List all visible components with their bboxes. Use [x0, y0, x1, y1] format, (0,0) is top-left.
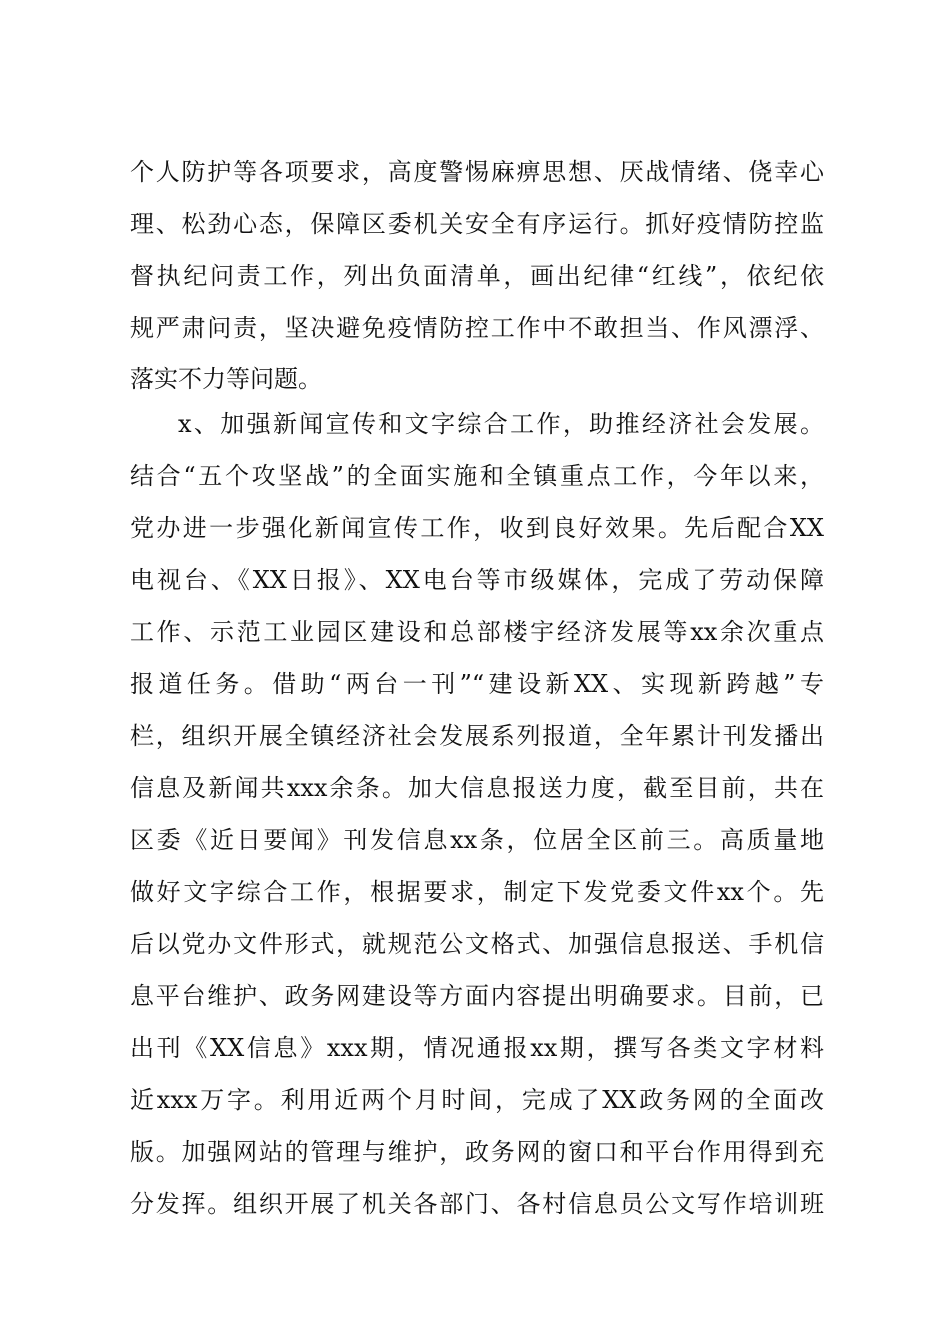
text-line-1: 个人防护等各项要求，高度警惕麻痹思想、厌战情绪、侥幸心: [130, 158, 824, 186]
text-line-16: 后以党办文件形式，就规范公文格式、加强信息报送、手机信: [130, 930, 824, 958]
text-line-18: 出刊《XX信息》xxx期，情况通报xx期，撰写各类文字材料: [130, 1034, 824, 1062]
text-line-8: 党办进一步强化新闻宣传工作，收到良好效果。先后配合XX: [130, 514, 824, 542]
text-line-19: 近xxx万字。利用近两个月时间，完成了XX政务网的全面改: [130, 1086, 824, 1114]
text-line-11: 报道任务。借助“两台一刊”“建设新XX、实现新跨越”专: [130, 670, 824, 698]
text-line-14: 区委《近日要闻》刊发信息xx条，位居全区前三。高质量地: [130, 826, 824, 854]
text-line-12: 栏，组织开展全镇经济社会发展系列报道，全年累计刊发播出: [130, 722, 824, 750]
text-line-4: 规严肃问责，坚决避免疫情防控工作中不敢担当、作风漂浮、: [130, 314, 824, 342]
text-line-9: 电视台、《XX日报》、XX电台等市级媒体，完成了劳动保障: [130, 566, 824, 594]
text-line-17: 息平台维护、政务网建设等方面内容提出明确要求。目前，已: [130, 982, 824, 1010]
text-line-3: 督执纪问责工作，列出负面清单，画出纪律“红线”，依纪依: [130, 262, 824, 290]
text-line-10: 工作、示范工业园区建设和总部楼宇经济发展等xx余次重点: [130, 618, 824, 646]
text-line-13: 信息及新闻共xxx余条。加大信息报送力度，截至目前，共在: [130, 774, 824, 802]
text-line-20: 版。加强网站的管理与维护，政务网的窗口和平台作用得到充: [130, 1138, 824, 1166]
section-heading: x、加强新闻宣传和文字综合工作，助推经济社会发展。: [178, 410, 824, 438]
text-line-15: 做好文字综合工作，根据要求，制定下发党委文件xx个。先: [130, 878, 824, 906]
text-line-5: 落实不力等问题。: [130, 365, 322, 393]
text-line-2: 理、松劲心态，保障区委机关安全有序运行。抓好疫情防控监: [130, 210, 824, 238]
text-line-21: 分发挥。组织开展了机关各部门、各村信息员公文写作培训班: [130, 1190, 824, 1218]
text-line-7: 结合“五个攻坚战”的全面实施和全镇重点工作，今年以来，: [130, 462, 824, 490]
